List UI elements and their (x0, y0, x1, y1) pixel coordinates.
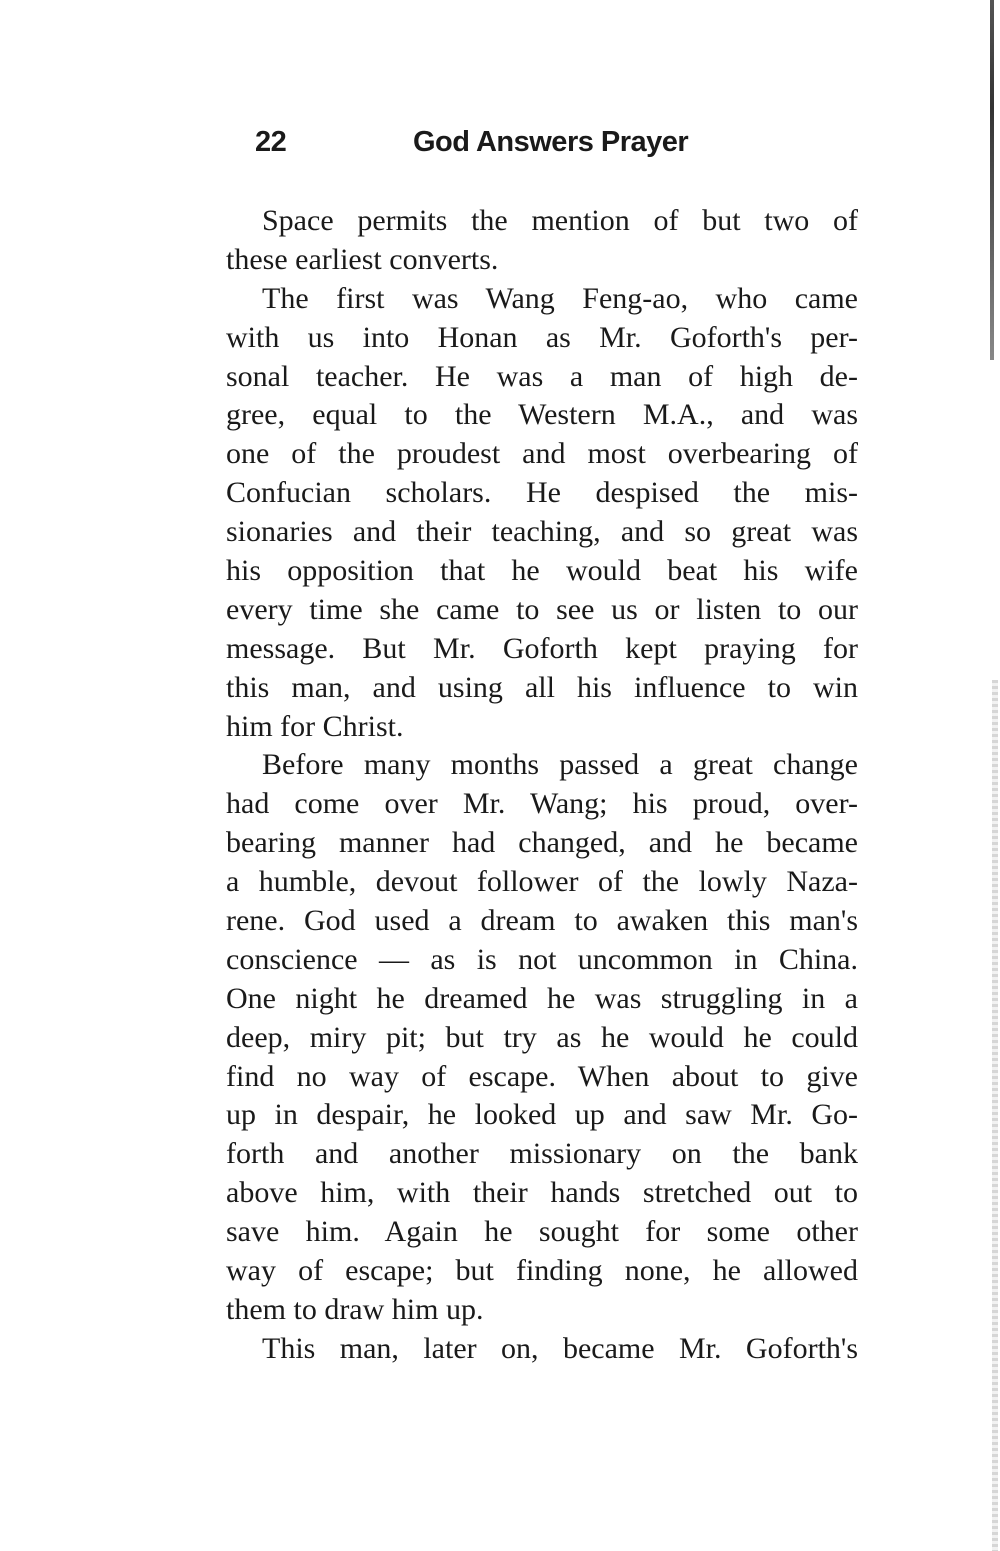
text-line: deep, miry pit; but try as he would he could (226, 1020, 858, 1054)
running-title: God Answers Prayer (413, 126, 689, 158)
text-line: him for Christ. (226, 709, 404, 743)
text-line: sionaries and their teaching, and so great was (226, 515, 858, 549)
running-header (255, 126, 700, 170)
text-line: every time she came to see us or listen to our (226, 592, 858, 626)
text-line: sonal teacher. He was a man of high de- (226, 359, 858, 393)
text-line: this man, and using all his influence to win (226, 670, 858, 704)
page-body (226, 202, 858, 1369)
text-line: This man, later on, became Mr. Goforth's (262, 1331, 858, 1365)
text-line: Space permits the mention of but two of (262, 204, 858, 237)
text-line: One night he dreamed he was struggling in a (226, 981, 858, 1015)
text-line: way of escape; but finding none, he allowed (226, 1254, 858, 1288)
text-line: message. But Mr. Goforth kept praying for (226, 631, 858, 665)
text-line: a humble, devout follower of the lowly Naza- (226, 865, 858, 899)
text-line: rene. God used a dream to awaken this man's (226, 904, 858, 938)
text-line: find no way of escape. When about to give (226, 1059, 858, 1093)
text-line: conscience — as is not uncommon in China. (226, 942, 858, 976)
text-line: forth and another missionary on the bank (226, 1137, 858, 1171)
text-line: bearing manner had changed, and he became (226, 826, 858, 860)
page-number: 22 (255, 126, 287, 158)
text-line: them to draw him up. (226, 1292, 484, 1326)
text-line: Confucian scholars. He despised the mis- (226, 476, 858, 510)
text-line: The first was Wang Feng-ao, who came (262, 281, 858, 315)
text-line: these earliest converts. (226, 242, 499, 276)
text-line: up in despair, he looked up and saw Mr. Go- (226, 1098, 858, 1132)
text-line: with us into Honan as Mr. Goforth's per- (226, 320, 858, 354)
text-line: one of the proudest and most overbearing of (226, 437, 858, 471)
text-line: gree, equal to the Western M.A., and was (226, 398, 858, 432)
text-line: had come over Mr. Wang; his proud, over- (226, 787, 858, 821)
text-line: save him. Again he sought for some other (226, 1215, 858, 1249)
page-edge-texture (992, 680, 998, 1551)
text-line: Before many months passed a great change (262, 748, 858, 782)
page-edge-shadow (990, 0, 994, 360)
text-line: his opposition that he would beat his wife (226, 554, 858, 588)
text-line: above him, with their hands stretched out to (226, 1176, 858, 1210)
scan-page-edge (990, 0, 998, 1551)
